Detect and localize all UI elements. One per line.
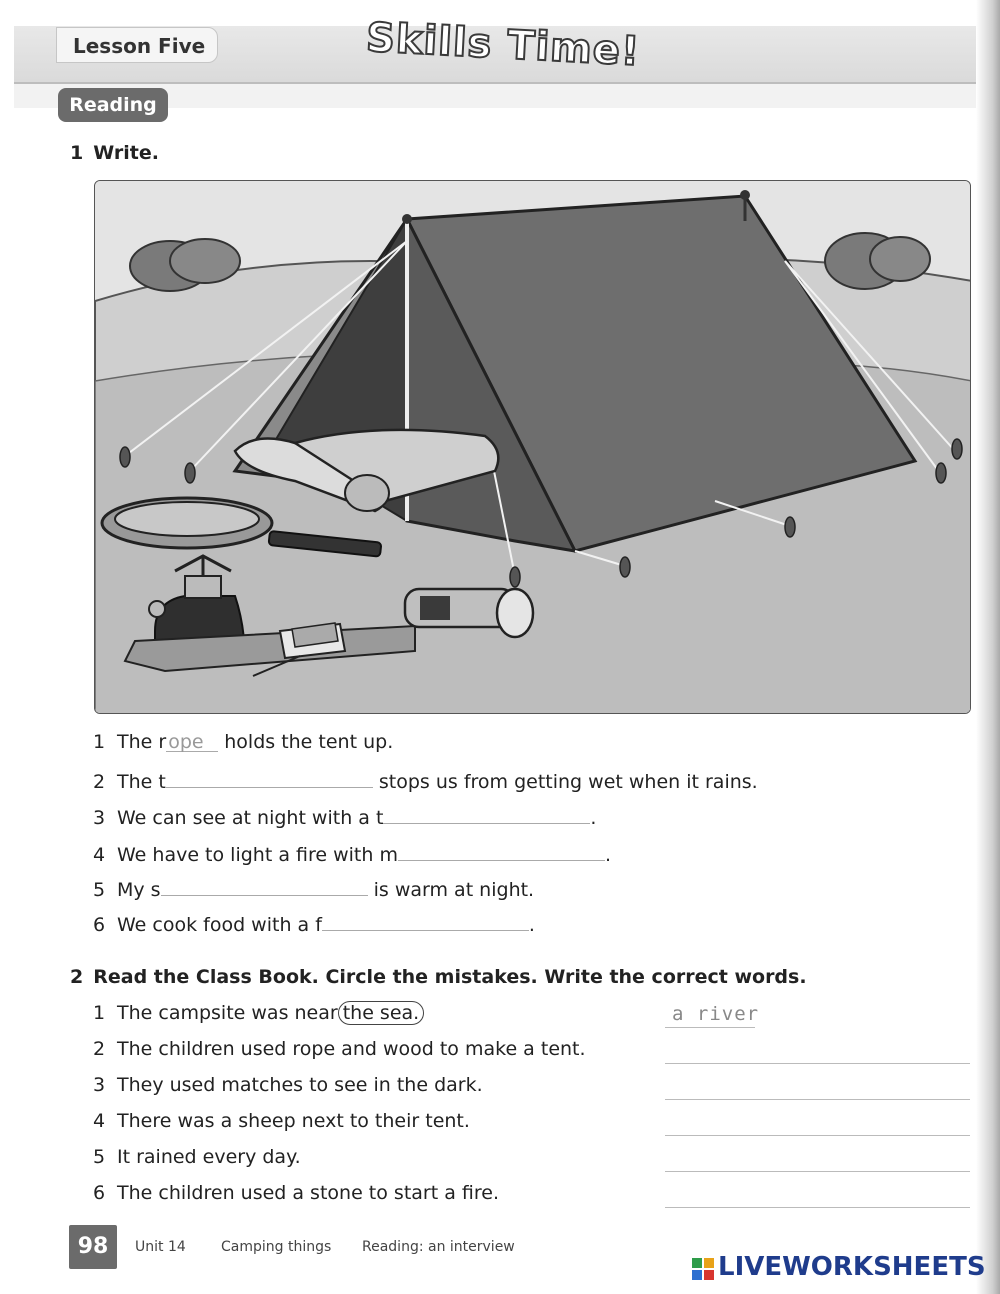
answer-field[interactable]: a river [672, 1003, 760, 1025]
exercise2-item-1: 1 The campsite was near the sea. [93, 1002, 424, 1024]
exercise1-number: 1 [70, 142, 84, 164]
page-number: 98 [69, 1225, 117, 1269]
answer-line [665, 1135, 970, 1136]
brand-logo[interactable]: LIVEWORKSHEETS [718, 1252, 986, 1282]
answer-blank[interactable] [383, 803, 590, 824]
exercise1-item-1: 1 The r ope holds the tent up. [93, 731, 394, 753]
answer-blank[interactable] [161, 875, 368, 896]
page-title: Skills Time! [364, 14, 642, 76]
footer-skill: Reading: an interview [362, 1239, 515, 1255]
section-label: Reading [58, 88, 168, 122]
exercise1-item-4: 4 We have to light a fire with m . [93, 840, 611, 866]
answer-line [665, 1063, 970, 1064]
exercise2-heading [70, 966, 807, 988]
exercise1-heading [70, 142, 159, 164]
answer-line [665, 1099, 970, 1100]
answer-line [665, 1171, 970, 1172]
answer-blank[interactable]: ope [166, 731, 218, 752]
exercise1-instruction: Write. [93, 142, 159, 164]
camping-scene [95, 181, 971, 714]
circled-mistake: the sea. [338, 1001, 425, 1025]
footer-topic: Camping things [221, 1239, 332, 1255]
answer-line [665, 1027, 755, 1028]
exercise2-item-4: 4 There was a sheep next to their tent. [93, 1110, 470, 1132]
answer-blank[interactable] [322, 910, 529, 931]
exercise1-item-2: 2 The t stops us from getting wet when it rains. [93, 767, 758, 793]
exercise2-item-2: 2 The children used rope and wood to make a tent. [93, 1038, 586, 1060]
exercise1-item-3: 3 We can see at night with a t . [93, 803, 596, 829]
answer-blank[interactable] [166, 767, 373, 788]
lesson-label: Lesson Five [56, 27, 218, 63]
scan-shadow [976, 0, 1000, 1294]
camping-illustration [94, 180, 971, 714]
exercise2-item-3: 3 They used matches to see in the dark. [93, 1074, 483, 1096]
exercise1-item-6: 6 We cook food with a f . [93, 910, 535, 936]
exercise2-item-6: 6 The children used a stone to start a fire. [93, 1182, 499, 1204]
answer-blank[interactable] [398, 840, 605, 861]
answer-line [665, 1207, 970, 1208]
exercise1-item-5: 5 My s is warm at night. [93, 875, 534, 901]
liveworksheets-logo-icon [692, 1258, 714, 1280]
exercise2-number: 2 [70, 966, 84, 988]
exercise2-instruction: Read the Class Book. Circle the mistakes. Write the correct words. [93, 966, 807, 988]
footer-unit: Unit 14 [135, 1239, 186, 1255]
exercise2-item-5: 5 It rained every day. [93, 1146, 301, 1168]
